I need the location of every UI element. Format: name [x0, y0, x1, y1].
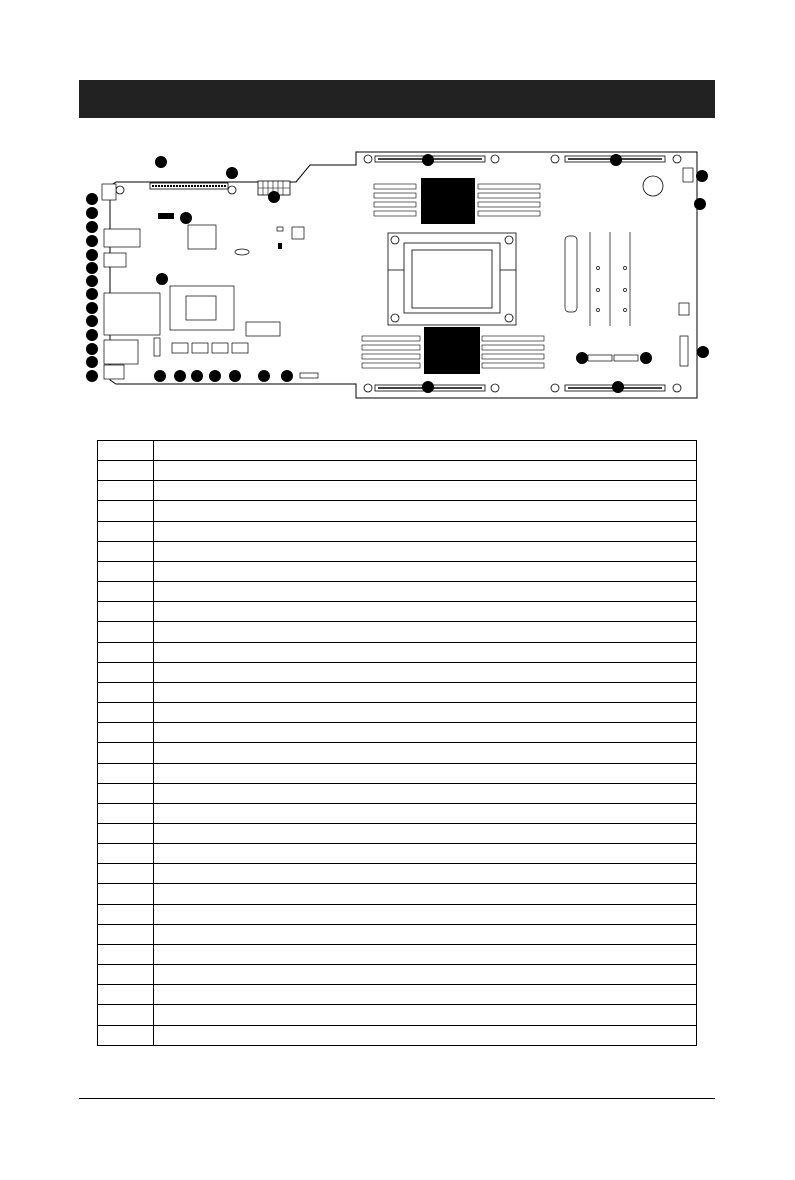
callout-marker: [86, 235, 98, 247]
item-description-cell: [154, 783, 697, 803]
item-number-cell: [98, 864, 154, 884]
callout-marker: [155, 156, 167, 168]
item-description-cell: [154, 662, 697, 682]
callout-marker: [576, 352, 588, 364]
item-description-cell: [154, 682, 697, 702]
right-header-top: [683, 168, 693, 182]
table-row: [98, 743, 697, 763]
callout-marker: [697, 346, 709, 358]
callout-marker: [86, 302, 98, 314]
item-description-cell: [154, 743, 697, 763]
item-number-cell: [98, 1025, 154, 1045]
callout-marker: [86, 262, 98, 274]
table-row: [98, 501, 697, 521]
table-row: [98, 763, 697, 783]
item-number-cell: [98, 662, 154, 682]
right-header-bottom: [680, 336, 688, 366]
dimm-block-upper: [421, 178, 475, 224]
right-header-mid: [679, 303, 689, 315]
callout-marker: [694, 198, 706, 210]
table-row: [98, 864, 697, 884]
sata-connector-a: [588, 355, 612, 361]
item-description-cell: [154, 924, 697, 944]
section-title-bar: [79, 80, 715, 118]
table-row: [98, 965, 697, 985]
item-number-cell: [98, 904, 154, 924]
jumper-a: [277, 227, 283, 231]
item-number-cell: [98, 703, 154, 723]
item-description-cell: [154, 944, 697, 964]
motherboard-layout-diagram: [0, 140, 795, 410]
item-description-cell: [154, 864, 697, 884]
item-number-cell: [98, 682, 154, 702]
item-number-cell: [98, 521, 154, 541]
sata-connector-b: [614, 355, 638, 361]
callout-marker: [156, 273, 168, 285]
item-number-cell: [98, 1005, 154, 1025]
callout-marker: [86, 221, 98, 233]
item-description-cell: [154, 723, 697, 743]
table-row: [98, 541, 697, 561]
item-description-cell: [154, 441, 697, 461]
item-number-cell: [98, 763, 154, 783]
table-row: [98, 662, 697, 682]
item-description-cell: [154, 1025, 697, 1045]
table-row: [98, 904, 697, 924]
callout-marker: [86, 356, 98, 368]
dimm-block-lower: [424, 327, 480, 374]
item-number-cell: [98, 723, 154, 743]
callout-marker: [174, 370, 186, 382]
battery-cell: [643, 176, 663, 196]
callout-marker: [226, 167, 238, 179]
table-row: [98, 461, 697, 481]
item-description-cell: [154, 642, 697, 662]
callout-marker: [86, 329, 98, 341]
callout-marker: [86, 343, 98, 355]
table-row: [98, 884, 697, 904]
item-description-cell: [154, 703, 697, 723]
item-number-cell: [98, 944, 154, 964]
table-row: [98, 622, 697, 642]
item-description-cell: [154, 561, 697, 581]
callout-marker: [86, 207, 98, 219]
callout-marker: [422, 381, 434, 393]
callout-marker: [229, 370, 241, 382]
callout-marker: [86, 275, 98, 287]
table-row: [98, 602, 697, 622]
callout-marker: [154, 370, 166, 382]
table-row: [98, 1025, 697, 1045]
table-row: [98, 783, 697, 803]
item-description-cell: [154, 884, 697, 904]
callout-marker: [696, 170, 708, 182]
item-number-cell: [98, 541, 154, 561]
item-number-cell: [98, 481, 154, 501]
callout-marker: [610, 154, 622, 166]
item-description-cell: [154, 803, 697, 823]
table-row: [98, 723, 697, 743]
item-number-cell: [98, 622, 154, 642]
item-description-cell: [154, 763, 697, 783]
table-row: [98, 803, 697, 823]
small-chip: [158, 213, 174, 219]
item-description-cell: [154, 481, 697, 501]
item-number-cell: [98, 642, 154, 662]
item-number-cell: [98, 582, 154, 602]
item-number-cell: [98, 823, 154, 843]
item-description-cell: [154, 904, 697, 924]
callout-marker: [281, 370, 293, 382]
item-number-cell: [98, 803, 154, 823]
callout-marker: [422, 154, 434, 166]
table-row: [98, 481, 697, 501]
callout-marker: [612, 381, 624, 393]
item-description-cell: [154, 461, 697, 481]
callout-marker: [86, 288, 98, 300]
item-number-cell: [98, 844, 154, 864]
table-row: [98, 642, 697, 662]
callout-marker: [86, 249, 98, 261]
item-number-cell: [98, 783, 154, 803]
table-row: [98, 844, 697, 864]
item-number-cell: [98, 743, 154, 763]
table-row: [98, 561, 697, 581]
item-description-cell: [154, 521, 697, 541]
item-description-cell: [154, 844, 697, 864]
item-description-cell: [154, 1005, 697, 1025]
item-description-cell: [154, 622, 697, 642]
table-row: [98, 521, 697, 541]
item-number-cell: [98, 441, 154, 461]
table-row: [98, 944, 697, 964]
item-description-cell: [154, 965, 697, 985]
table-row: [98, 441, 697, 461]
table-row: [98, 682, 697, 702]
item-number-cell: [98, 884, 154, 904]
callout-marker: [86, 370, 98, 382]
table-row: [98, 582, 697, 602]
item-number-cell: [98, 461, 154, 481]
item-number-cell: [98, 561, 154, 581]
footer-rule: [79, 1098, 715, 1099]
table-row: [98, 985, 697, 1005]
item-description-cell: [154, 985, 697, 1005]
item-number-cell: [98, 985, 154, 1005]
item-number-cell: [98, 501, 154, 521]
item-description-cell: [154, 823, 697, 843]
item-description-cell: [154, 501, 697, 521]
table-row: [98, 924, 697, 944]
item-description-cell: [154, 541, 697, 561]
callout-marker: [86, 193, 98, 205]
item-number-cell: [98, 965, 154, 985]
table-row: [98, 1005, 697, 1025]
callout-marker: [180, 212, 192, 224]
callout-marker: [640, 352, 652, 364]
jumper-b: [278, 243, 282, 249]
item-description-cell: [154, 602, 697, 622]
item-description-cell: [154, 582, 697, 602]
item-number-cell: [98, 924, 154, 944]
table-row: [98, 703, 697, 723]
callout-marker: [258, 370, 270, 382]
components-table: [97, 440, 697, 1046]
callout-marker: [268, 191, 280, 203]
callout-marker: [209, 370, 221, 382]
item-number-cell: [98, 602, 154, 622]
callout-marker: [86, 315, 98, 327]
table-row: [98, 823, 697, 843]
section-title: [79, 90, 91, 107]
callout-marker: [191, 370, 203, 382]
